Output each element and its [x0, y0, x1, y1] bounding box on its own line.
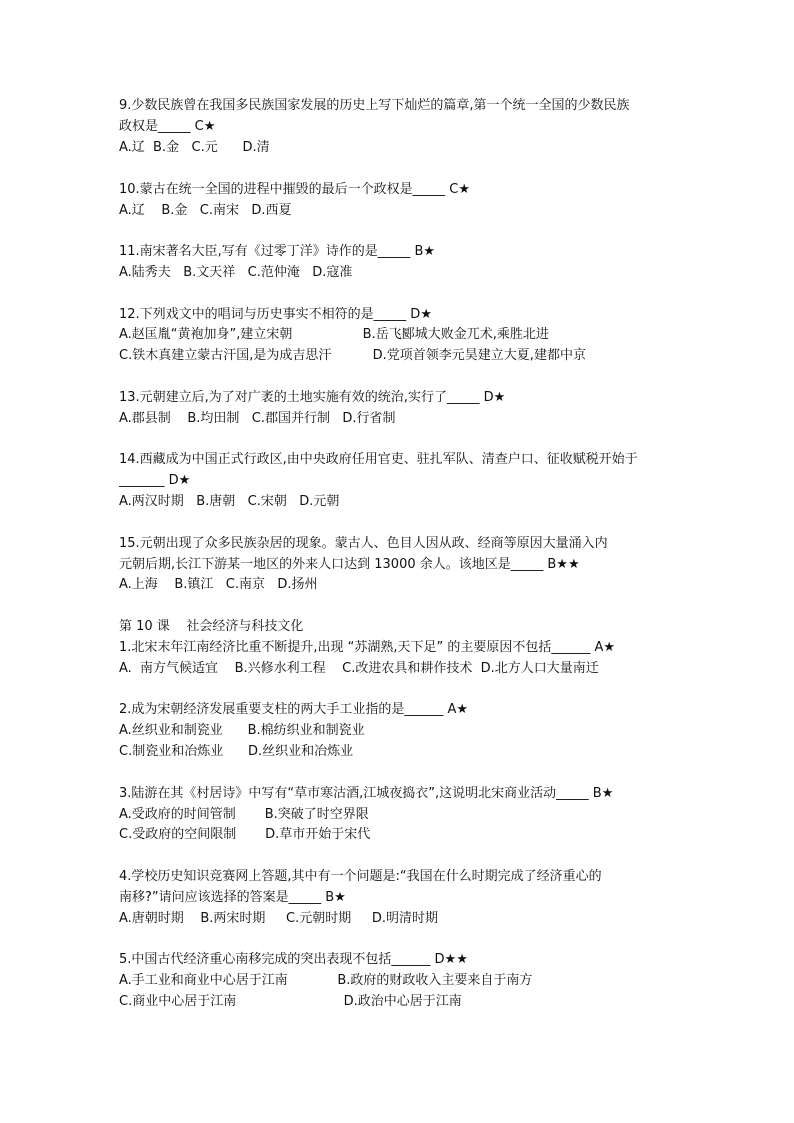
l10-q5-options-cd: C.商业中心居于江南 D.政治中心居于江南 — [119, 994, 462, 1009]
q15-options: A.上海 B.镇江 C.南京 D.扬州 — [119, 577, 318, 592]
l10-q5-options-ab: A.手工业和商业中心居于江南 B.政府的财政收入主要来自于南方 — [119, 973, 533, 988]
q13-stem: 13.元朝建立后,为了对广袤的土地实施有效的统治,实行了_____ D★ — [119, 390, 506, 405]
l10-q2-options-cd: C.制瓷业和冶炼业 D.丝织业和冶炼业 — [119, 744, 354, 759]
q10-stem: 10.蒙古在统一全国的进程中摧毁的最后一个政权是_____ C★ — [119, 182, 471, 197]
q9-stem-line2: 政权是_____ C★ — [119, 119, 216, 134]
q15-stem-line2: 元朝后期,长江下游某一地区的外来人口达到 13000 余人。该地区是_____ B★★ — [119, 557, 580, 572]
l10-q4-stem-line1: 4.学校历史知识竞赛网上答题,其中有一个问题是:“我国在什么时期完成了经济重心的 — [119, 869, 602, 884]
q10-options: A.辽 B.金 C.南宋 D.西夏 — [119, 203, 292, 218]
l10-q5-stem: 5.中国古代经济重心南移完成的突出表现不包括______ D★★ — [119, 952, 468, 967]
q13-options: A.郡县制 B.均田制 C.郡国并行制 D.行省制 — [119, 411, 396, 426]
q9-stem-line1: 9.少数民族曾在我国多民族国家发展的历史上写下灿烂的篇章,第一个统一全国的少数民族 — [119, 98, 630, 113]
q12-stem: 12.下列戏文中的唱词与历史事实不相符的是_____ D★ — [119, 307, 432, 322]
q11-options: A.陆秀夫 B.文天祥 C.范仲淹 D.寇准 — [119, 265, 353, 280]
lesson-10-heading: 第 10 课 社会经济与科技文化 — [119, 619, 304, 634]
q14-options: A.两汉时期 B.唐朝 C.宋朝 D.元朝 — [119, 494, 340, 509]
l10-q3-options-cd: C.受政府的空间限制 D.草市开始于宋代 — [119, 827, 371, 842]
l10-q1-stem: 1.北宋末年江南经济比重不断提升,出现 “苏湖熟,天下足” 的主要原因不包括______ A★ — [119, 640, 616, 655]
q15-stem-line1: 15.元朝出现了众多民族杂居的现象。蒙古人、色目人因从政、经商等原因大量涌入内 — [119, 536, 608, 551]
q11-stem: 11.南宋著名大臣,写有《过零丁洋》诗作的是_____ B★ — [119, 244, 436, 259]
l10-q2-stem: 2.成为宋朝经济发展重要支柱的两大手工业指的是______ A★ — [119, 702, 469, 717]
q12-options-ab: A.赵匡胤“黄袍加身”,建立宋朝 B.岳飞郾城大败金兀术,乘胜北进 — [119, 327, 549, 342]
q9-options: A.辽 B.金 C.元 D.清 — [119, 140, 270, 155]
l10-q2-options-ab: A.丝织业和制瓷业 B.棉纺织业和制瓷业 — [119, 723, 365, 738]
l10-q3-stem: 3.陆游在其《村居诗》中写有“草市寒沽酒,江城夜捣衣”,这说明北宋商业活动_____ B★ — [119, 786, 614, 801]
q14-stem-line1: 14.西藏成为中国正式行政区,由中央政府任用官吏、驻扎军队、清查户口、征收赋税开始于 — [119, 452, 638, 467]
q12-options-cd: C.铁木真建立蒙古汗国,是为成吉思汗 D.党项首领李元昊建立大夏,建都中京 — [119, 348, 586, 363]
l10-q1-options: A. 南方气候适宜 B.兴修水利工程 C.改进农具和耕作技术 D.北方人口大量南迁 — [119, 661, 599, 676]
l10-q4-stem-line2: 南移?”请问应该选择的答案是_____ B★ — [119, 890, 346, 905]
l10-q3-options-ab: A.受政府的时间管制 B.突破了时空界限 — [119, 807, 369, 822]
q14-stem-line2: _______ D★ — [119, 473, 191, 488]
l10-q4-options: A.唐朝时期 B.两宋时期 C.元朝时期 D.明清时期 — [119, 911, 439, 926]
